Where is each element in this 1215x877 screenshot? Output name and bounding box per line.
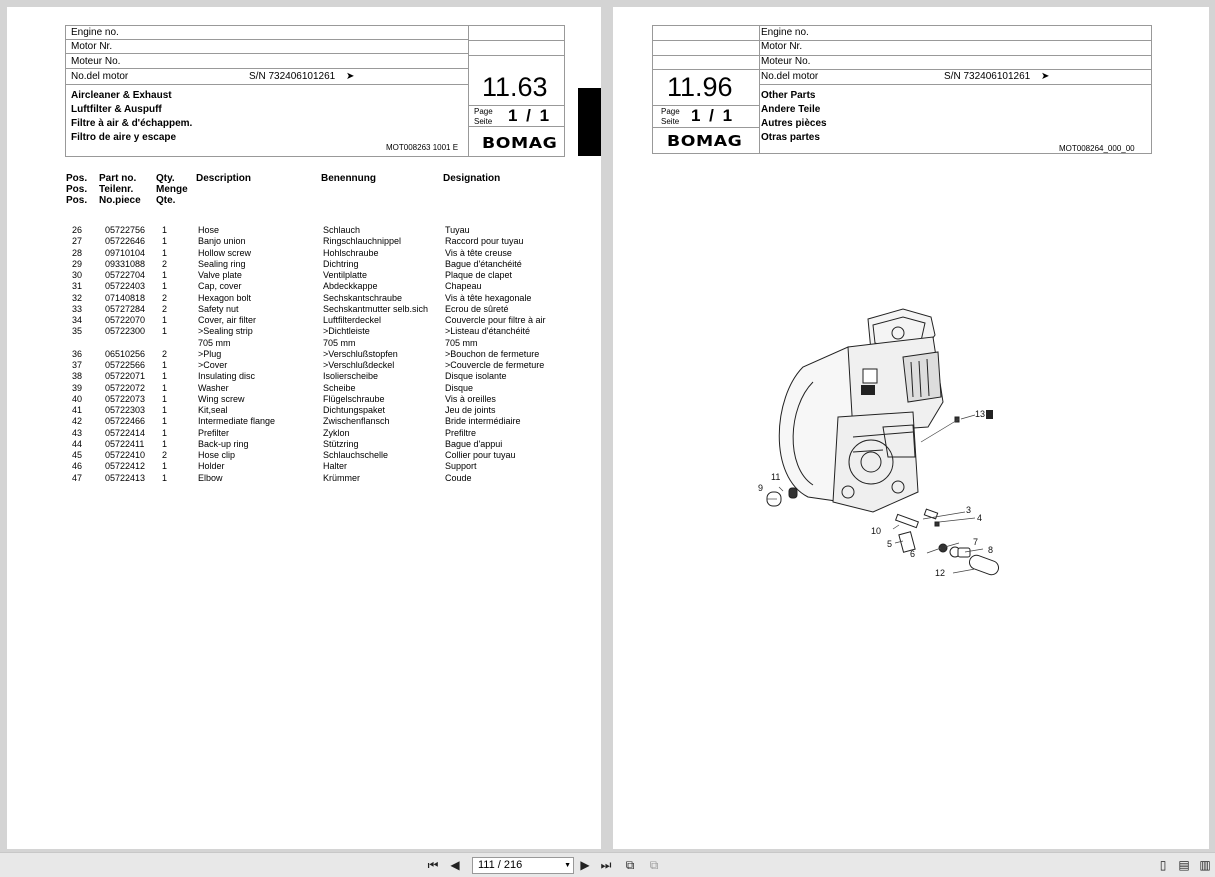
cell-desc: >Cover: [198, 360, 228, 370]
table-row: [7, 416, 601, 427]
cell-desc: Prefilter: [198, 427, 230, 438]
table-row: [7, 326, 601, 337]
cell-pos: 28: [72, 247, 83, 258]
table-row: [7, 428, 601, 439]
cell-fr: Prefiltre: [445, 427, 477, 438]
cell-qty: 1: [162, 427, 168, 438]
col-pos-de: Pos.: [66, 184, 88, 195]
title-es: Otras partes: [761, 132, 820, 143]
cell-de: Zwischenflansch: [323, 416, 390, 427]
table-row: [7, 270, 601, 281]
cell-qty: 1: [162, 371, 168, 382]
back-view-icon[interactable]: ⧉: [625, 858, 635, 872]
cell-desc: Washer: [198, 382, 229, 393]
cell-de: Sechskantschraube: [323, 292, 403, 303]
cell-de: Krümmer: [323, 472, 361, 483]
engine-no-label: Engine no.: [71, 27, 119, 38]
col-qty-en: Qty.: [156, 173, 175, 184]
motor-nr-label: Motor Nr.: [761, 41, 803, 52]
cell-pos: 27: [72, 236, 83, 247]
cell-part: 06510256: [105, 348, 146, 359]
cell-pos: 47: [72, 472, 83, 483]
cell-fr: Bride intermédiaire: [445, 416, 521, 427]
cell-de: Luftfilterdeckel: [323, 315, 382, 325]
doc-ref: MOT008263 1001 E: [386, 143, 459, 152]
no-del-motor-label: No.del motor: [761, 71, 819, 82]
callout-8: 8: [988, 545, 994, 555]
callout-6: 6: [910, 549, 916, 559]
cell-part: 05722646: [105, 236, 146, 247]
cell-qty: 1: [162, 247, 168, 258]
table-row: [7, 338, 601, 349]
cell-pos: 43: [72, 427, 83, 438]
cell-part: 05722073: [105, 393, 146, 404]
cell-fr: Vis à oreilles: [445, 393, 496, 404]
col-part-en: Part no.: [99, 173, 137, 184]
table-row: [7, 259, 601, 270]
cell-pos: 29: [72, 258, 83, 269]
col-qty-de: Menge: [156, 184, 188, 195]
cell-desc: Kit,seal: [198, 405, 228, 415]
cell-pos: 34: [72, 315, 83, 325]
cell-fr: >Listeau d'étanchéité: [445, 326, 531, 337]
cell-de: Dichtring: [323, 258, 359, 269]
cell-qty: 1: [162, 438, 168, 449]
cell-fr: Bague d'étanchéité: [445, 258, 522, 269]
bomag-logo: BOMAG: [667, 132, 743, 150]
cell-part: 05722070: [105, 315, 146, 325]
title-es: Filtro de aire y escape: [71, 132, 177, 143]
cell-part: 05722756: [105, 225, 146, 235]
next-page-icon[interactable]: ▶: [580, 858, 590, 872]
serial-number: S/N 732406101261: [249, 71, 336, 82]
cell-fr: Chapeau: [445, 281, 482, 292]
cell-part: 05722414: [105, 427, 146, 438]
cell-part: 05722704: [105, 270, 146, 280]
cell-desc: Sealing ring: [198, 258, 246, 269]
callout-13: 13: [975, 409, 986, 419]
cell-qty: 1: [162, 405, 168, 415]
page-edge-tab: [578, 88, 601, 156]
table-row: [7, 473, 601, 484]
cell-part: 05727284: [105, 303, 146, 314]
col-designation: Designation: [443, 173, 501, 184]
table-row: [7, 450, 601, 461]
cell-fr: >Couvercle de fermeture: [445, 360, 545, 370]
callout-5: 5: [887, 539, 893, 549]
table-row: [7, 304, 601, 315]
cell-pos: 30: [72, 270, 83, 280]
chevron-down-icon[interactable]: ▼: [564, 862, 571, 869]
callout-13-box: [986, 410, 993, 419]
cell-desc: Banjo union: [198, 236, 246, 247]
cell-desc: Hexagon bolt: [198, 292, 252, 303]
table-row: [7, 349, 601, 360]
cell-qty: 2: [162, 258, 168, 269]
forward-view-icon[interactable]: ⧉: [649, 858, 659, 872]
cell-pos: 42: [72, 416, 83, 427]
title-fr: Filtre à air & d'échappem.: [71, 118, 193, 129]
right-page: [613, 7, 1209, 849]
table-row: [7, 236, 601, 247]
cell-pos: 44: [72, 438, 83, 449]
cell-fr: Disque isolante: [445, 371, 507, 382]
cell-fr: Bague d'appui: [445, 438, 503, 449]
cell-de: >Verschlußstopfen: [323, 348, 398, 359]
cell-qty: 2: [162, 450, 168, 460]
cell-desc: Intermediate flange: [198, 416, 276, 427]
cell-part: 05722413: [105, 472, 146, 483]
bomag-logo: BOMAG: [482, 134, 558, 152]
cell-pos: 36: [72, 348, 83, 359]
cell-desc: Cover, air filter: [198, 315, 257, 325]
col-pos-fr: Pos.: [66, 195, 88, 206]
cell-part: 05722411: [105, 438, 145, 449]
callout-12: 12: [935, 568, 946, 577]
cell-part: 05722466: [105, 416, 146, 427]
cell-part: 05722412: [105, 461, 146, 472]
callout-9: 9: [758, 483, 764, 493]
table-row: [7, 394, 601, 405]
doc-ref: MOT008264_000_00: [1059, 144, 1135, 153]
cell-fr: Disque: [445, 382, 474, 393]
serial-number: S/N 732406101261: [944, 71, 1031, 82]
cell-qty: 2: [162, 292, 168, 303]
table-row: [7, 371, 601, 382]
cell-part: 05722300: [105, 326, 146, 337]
cell-desc: Hose clip: [198, 450, 236, 460]
table-row: [7, 248, 601, 259]
table-row: [7, 281, 601, 292]
cell-de: Schlauchschelle: [323, 450, 389, 460]
cell-fr: Vis à tête creuse: [445, 247, 512, 258]
cell-pos: 45: [72, 450, 83, 460]
callout-3: 3: [966, 505, 972, 515]
col-part-de: Teilenr.: [99, 184, 134, 195]
facing-page-icon[interactable]: ▥: [1199, 858, 1211, 872]
page-of: 1 / 1: [508, 106, 552, 125]
cell-desc: Insulating disc: [198, 371, 256, 382]
cell-pos: 33: [72, 303, 83, 314]
motor-nr-label: Motor Nr.: [71, 41, 113, 52]
col-qty-fr: Qte.: [156, 195, 176, 206]
left-page: [7, 7, 601, 849]
cell-qty: 1: [162, 461, 168, 472]
cell-de: 705 mm: [323, 337, 356, 348]
cell-qty: 1: [162, 326, 168, 337]
cell-de: Schlauch: [323, 225, 361, 235]
cell-desc: 705 mm: [198, 337, 231, 348]
page-label: Page: [661, 107, 680, 116]
cell-de: Ringschlauchnippel: [323, 236, 402, 247]
callout-11: 11: [771, 472, 781, 482]
page-number-input[interactable]: 111 / 216 ▼: [472, 857, 574, 874]
cell-de: Halter: [323, 461, 348, 472]
cell-fr: Jeu de joints: [445, 405, 496, 415]
engine-diagram: [753, 307, 1013, 577]
table-row: [7, 225, 601, 236]
cell-de: Dichtungspaket: [323, 405, 386, 415]
title-en: Other Parts: [761, 90, 816, 101]
arrow-icon: ➤: [346, 71, 355, 82]
cell-fr: Vis à tête hexagonale: [445, 292, 532, 303]
cell-qty: 1: [162, 315, 168, 325]
cell-de: Sechskantmutter selb.sich: [323, 303, 429, 314]
cell-pos: 40: [72, 393, 83, 404]
cell-fr: 705 mm: [445, 337, 478, 348]
right-header-box: [652, 25, 1152, 154]
no-del-motor-label: No.del motor: [71, 71, 129, 82]
cell-desc: >Plug: [198, 348, 222, 359]
cell-de: >Verschlußdeckel: [323, 360, 395, 370]
cell-part: 05722403: [105, 281, 146, 292]
title-en: Aircleaner & Exhaust: [71, 90, 172, 101]
cell-fr: Collier pour tuyau: [445, 450, 516, 460]
cell-desc: Hose: [198, 225, 220, 235]
cell-pos: 32: [72, 292, 83, 303]
cell-fr: Support: [445, 461, 477, 472]
table-row: [7, 360, 601, 371]
table-row: [7, 315, 601, 326]
page-of: 1 / 1: [691, 106, 735, 125]
left-header-box: [65, 25, 565, 157]
cell-part: 05722071: [105, 371, 146, 382]
cell-de: >Dichtleiste: [323, 326, 370, 337]
cell-part: 09331088: [105, 258, 146, 269]
cell-de: Flügelschraube: [323, 393, 385, 404]
col-pos-en: Pos.: [66, 173, 88, 184]
col-benennung: Benennung: [321, 173, 376, 184]
cell-de: Zyklon: [323, 427, 350, 438]
cell-de: Ventilplatte: [323, 270, 368, 280]
cell-qty: 1: [162, 225, 168, 235]
title-fr: Autres pièces: [761, 118, 827, 129]
cell-pos: 38: [72, 371, 83, 382]
cell-de: Scheibe: [323, 382, 356, 393]
callout-10: 10: [871, 526, 882, 536]
prev-page-icon[interactable]: ◀: [450, 858, 460, 872]
arrow-icon: ➤: [1041, 71, 1050, 82]
cell-qty: 1: [162, 472, 168, 483]
engine-no-label: Engine no.: [761, 27, 809, 38]
cell-de: Isolierscheibe: [323, 371, 379, 382]
table-row: [7, 383, 601, 394]
cell-desc: Hollow screw: [198, 247, 252, 258]
cell-de: Abdeckkappe: [323, 281, 378, 292]
last-page-icon[interactable]: ⏭: [600, 858, 612, 872]
continuous-page-icon[interactable]: ▤: [1178, 858, 1190, 872]
table-row: [7, 439, 601, 450]
cell-pos: 31: [72, 281, 83, 292]
table-row: [7, 405, 601, 416]
cell-pos: 39: [72, 382, 83, 393]
seite-label: Seite: [474, 117, 493, 126]
cell-qty: 1: [162, 416, 168, 427]
col-part-fr: No.piece: [99, 195, 141, 206]
cell-de: Stützring: [323, 438, 359, 449]
callout-7: 7: [973, 537, 979, 547]
cell-part: 09710104: [105, 247, 146, 258]
cell-fr: Plaque de clapet: [445, 270, 513, 280]
cell-pos: 41: [72, 405, 83, 415]
table-row: [7, 293, 601, 304]
cell-part: 05722410: [105, 450, 146, 460]
cell-part: 05722303: [105, 405, 146, 415]
moteur-no-label: Moteur No.: [71, 56, 121, 67]
cell-desc: Wing screw: [198, 393, 245, 404]
cell-part: 07140818: [105, 292, 146, 303]
cell-part: 05722072: [105, 382, 146, 393]
cell-pos: 37: [72, 360, 83, 370]
moteur-no-label: Moteur No.: [761, 56, 811, 67]
cell-pos: 35: [72, 326, 83, 337]
cell-qty: 1: [162, 393, 168, 404]
cell-de: Hohlschraube: [323, 247, 379, 258]
cell-desc: Holder: [198, 461, 225, 472]
cell-fr: Raccord pour tuyau: [445, 236, 524, 247]
cell-desc: >Sealing strip: [198, 326, 253, 337]
cell-desc: Back-up ring: [198, 438, 249, 449]
cell-qty: 1: [162, 236, 168, 247]
cell-desc: Cap, cover: [198, 281, 242, 292]
cell-qty: 1: [162, 270, 168, 280]
cell-desc: Elbow: [198, 472, 223, 483]
single-page-icon[interactable]: ▯: [1159, 858, 1167, 872]
cell-qty: 1: [162, 360, 168, 370]
cell-desc: Safety nut: [198, 303, 239, 314]
cell-fr: Tuyau: [445, 225, 470, 235]
cell-qty: 2: [162, 348, 168, 359]
cell-qty: 1: [162, 281, 168, 292]
seite-label: Seite: [661, 117, 680, 126]
cell-fr: Couvercle pour filtre à air: [445, 315, 546, 325]
title-de: Andere Teile: [761, 104, 821, 115]
cell-fr: Ecrou de sûreté: [445, 303, 509, 314]
table-row: [7, 461, 601, 472]
col-description: Description: [196, 173, 252, 184]
section-number: 11.63: [482, 72, 548, 102]
first-page-icon[interactable]: ⏮: [427, 858, 439, 872]
viewer-toolbar: [0, 852, 1215, 877]
af-label-box: [861, 385, 875, 395]
cell-fr: >Bouchon de fermeture: [445, 348, 540, 359]
page-label: Page: [474, 107, 493, 116]
cell-pos: 46: [72, 461, 83, 472]
cell-fr: Coude: [445, 472, 472, 483]
cell-part: 05722566: [105, 360, 146, 370]
cell-pos: 26: [72, 225, 83, 235]
cell-qty: 2: [162, 303, 168, 314]
title-de: Luftfilter & Auspuff: [71, 104, 162, 115]
section-number: 11.96: [667, 72, 733, 102]
cell-qty: 1: [162, 382, 168, 393]
callout-4: 4: [977, 513, 983, 523]
cell-desc: Valve plate: [198, 270, 242, 280]
